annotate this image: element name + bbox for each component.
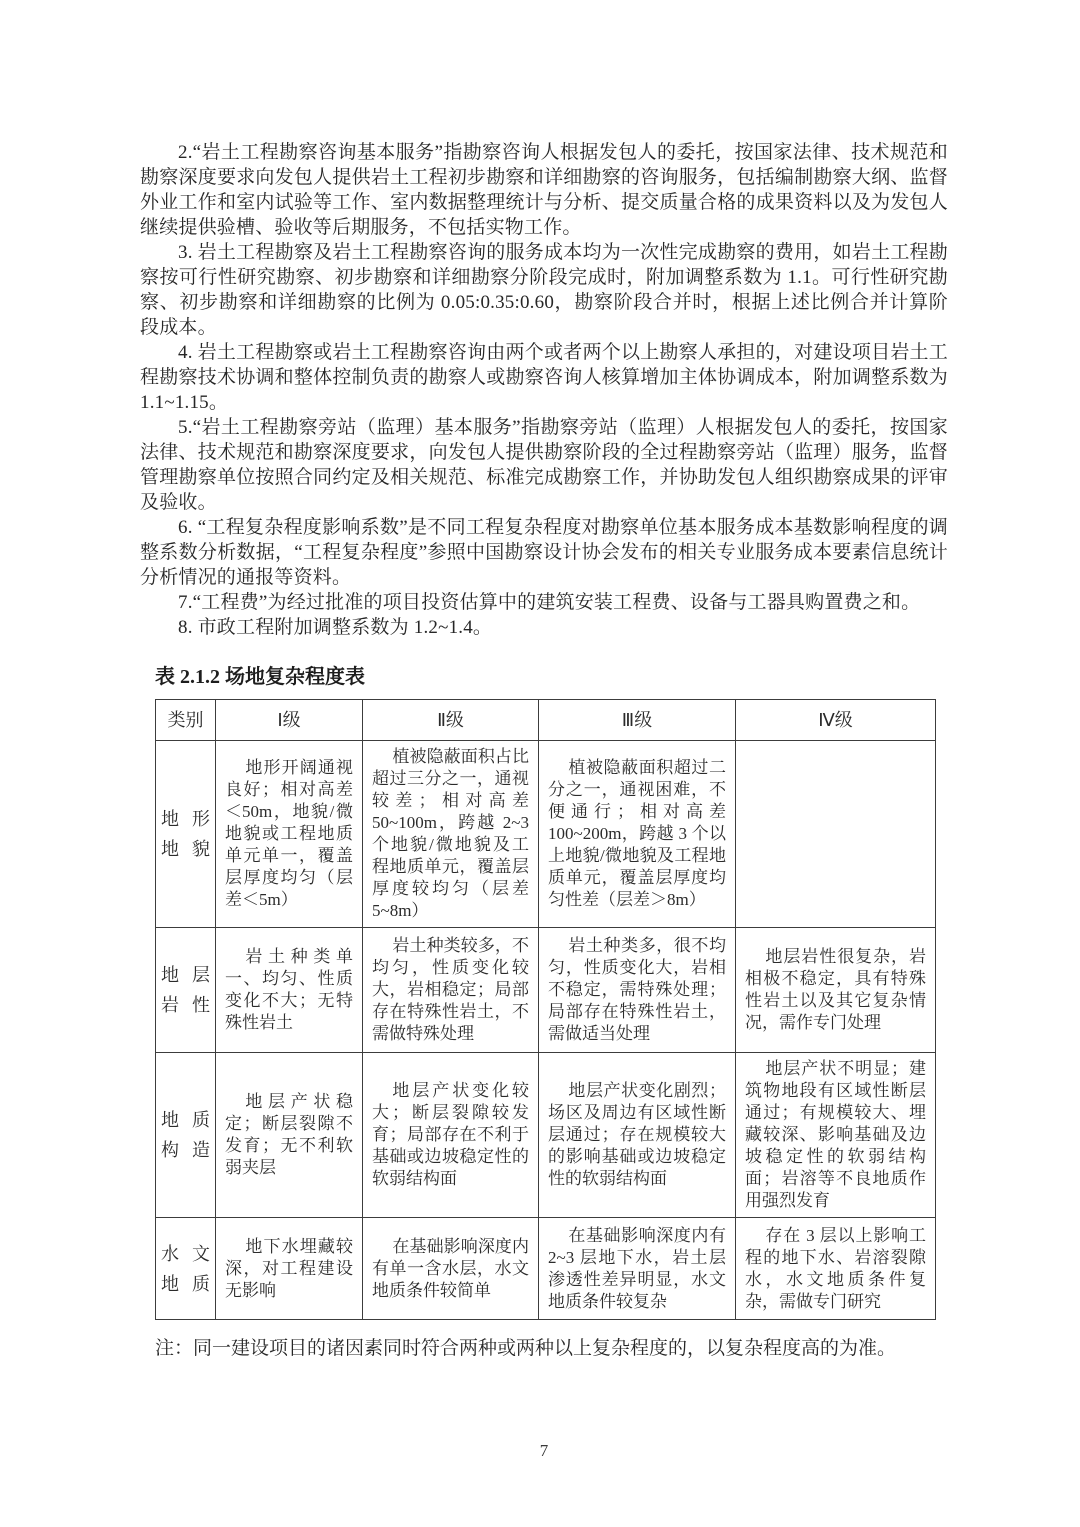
paragraph-4: 4. 岩土工程勘察或岩土工程勘察咨询由两个或者两个以上勘察人承担的，对建设项目岩土工程勘察技术协调和整体控制负责的勘察人或勘察咨询人核算增加主体协调成本，附加调整系数为 1.1~1.15。 [140, 342, 948, 413]
table-cell: 在基础影响深度内有 2~3 层地下水，岩土层渗透性差异明显，水文地质条件较复杂 [539, 1218, 736, 1320]
row-category: 地层岩性 [156, 928, 216, 1053]
col-header-grade-3: Ⅲ级 [539, 700, 736, 741]
paragraph-6: 6. “工程复杂程度影响系数”是不同工程复杂程度对勘察单位基本服务成本基数影响程度的调整系数分析数据，“工程复杂程度”参照中国勘察设计协会发布的相关专业服务成本要素信息统计分析情况的通报等资料。 [140, 517, 948, 588]
col-header-grade-1: Ⅰ级 [216, 700, 363, 741]
table-header-row [156, 700, 936, 741]
table-cell: 存在 3 层以上影响工程的地下水、岩溶裂隙水，水文地质条件复杂，需做专门研究 [736, 1218, 936, 1320]
paragraph-5: 5.“岩土工程勘察旁站（监理）基本服务”指勘察旁站（监理）人根据发包人的委托，按国家法律、技术规范和勘察深度要求，向发包人提供勘察阶段的全过程勘察旁站（监理）服务，监督管理勘察单位按照合同约定及相关规范、标准完成勘察工作，并协助发包人组织勘察成果的评审及验收。 [140, 417, 948, 513]
table-row-lithology [156, 928, 936, 1053]
table-cell: 岩土种类单一、均匀、性质变化不大；无特殊性岩土 [216, 928, 363, 1053]
table-row-terrain [156, 741, 936, 928]
table-cell: 地层产状不明显；建筑物地段有区域性断层通过；有规模较大、埋藏较深、影响基础及边坡稳定性的软弱结构面；岩溶等不良地质作用强烈发育 [736, 1053, 936, 1218]
table-cell: 地层岩性很复杂，岩相极不稳定，具有特殊性岩土以及其它复杂情况，需作专门处理 [736, 928, 936, 1053]
table-title: 表 2.1.2 场地复杂程度表 [155, 666, 365, 688]
paragraph-2: 2.“岩土工程勘察咨询基本服务”指勘察咨询人根据发包人的委托，按国家法律、技术规范和勘察深度要求向发包人提供岩土工程初步勘察和详细勘察的咨询服务，包括编制勘察大纲、监督外业工作和室内试验等工作、室内数据整理统计与分析、提交质量合格的成果资料以及为发包人继续提供验槽、验收等后期服务，不包括实物工作。 [140, 142, 948, 238]
page-number: 7 [539, 1441, 549, 1460]
table-cell: 地下水埋藏较深，对工程建设无影响 [216, 1218, 363, 1320]
paragraph-7: 7.“工程费”为经过批准的项目投资估算中的建筑安装工程费、设备与工器具购置费之和。 [178, 592, 921, 613]
table-note: 注：同一建设项目的诸因素同时符合两种或两种以上复杂程度的，以复杂程度高的为准。 [155, 1338, 897, 1359]
site-complexity-table [155, 699, 936, 1320]
table-cell: 地层产状变化剧烈；场区及周边有区域性断层通过；存在规模较大的影响基础或边坡稳定性的软弱结构面 [539, 1053, 736, 1218]
col-header-grade-4: Ⅳ级 [736, 700, 936, 741]
table-cell: 地层产状变化较大；断层裂隙较发育；局部存在不利于基础或边坡稳定性的软弱结构面 [363, 1053, 539, 1218]
table-cell: 地形开阔通视良好；相对高差＜50m，地貌/微地貌或工程地质单元单一，覆盖层厚度均匀（层差＜5m） [216, 741, 363, 928]
col-header-category: 类别 [156, 700, 216, 741]
paragraph-3: 3. 岩土工程勘察及岩土工程勘察咨询的服务成本均为一次性完成勘察的费用，如岩土工程勘察按可行性研究勘察、初步勘察和详细勘察分阶段完成时，附加调整系数为 1.1。可行性研究勘察、初步勘察和详细勘察的比例为 0.05:0.35:0.60，勘察阶段合并时，根据上述比例合并计算阶段成本。 [140, 242, 948, 338]
row-category: 地形地貌 [156, 741, 216, 928]
table-cell: 在基础影响深度内有单一含水层，水文地质条件较简单 [363, 1218, 539, 1320]
row-category: 地质构造 [156, 1053, 216, 1218]
table-cell: 植被隐蔽面积占比超过三分之一，通视较差；相对高差 50~100m，跨越 2~3 个地貌/微地貌及工程地质单元，覆盖层厚度较均匀（层差 5~8m） [363, 741, 539, 928]
col-header-grade-2: Ⅱ级 [363, 700, 539, 741]
row-category: 水文地质 [156, 1218, 216, 1320]
table-row-hydrogeology [156, 1218, 936, 1320]
table-cell: 岩土种类较多，不均匀，性质变化较大，岩相稳定；局部存在特殊性岩土，不需做特殊处理 [363, 928, 539, 1053]
table-cell: 地层产状稳定；断层裂隙不发育；无不利软弱夹层 [216, 1053, 363, 1218]
table-cell: 岩土种类多，很不均匀，性质变化大，岩相不稳定，需特殊处理；局部存在特殊性岩土，需做适当处理 [539, 928, 736, 1053]
table-row-structure [156, 1053, 936, 1218]
paragraph-8: 8. 市政工程附加调整系数为 1.2~1.4。 [178, 617, 493, 638]
table-cell [736, 741, 936, 928]
table-cell: 植被隐蔽面积超过二分之一，通视困难，不便通行；相对高差 100~200m，跨越 3 个以上地貌/微地貌及工程地质单元，覆盖层厚度均匀性差（层差＞8m） [539, 741, 736, 928]
